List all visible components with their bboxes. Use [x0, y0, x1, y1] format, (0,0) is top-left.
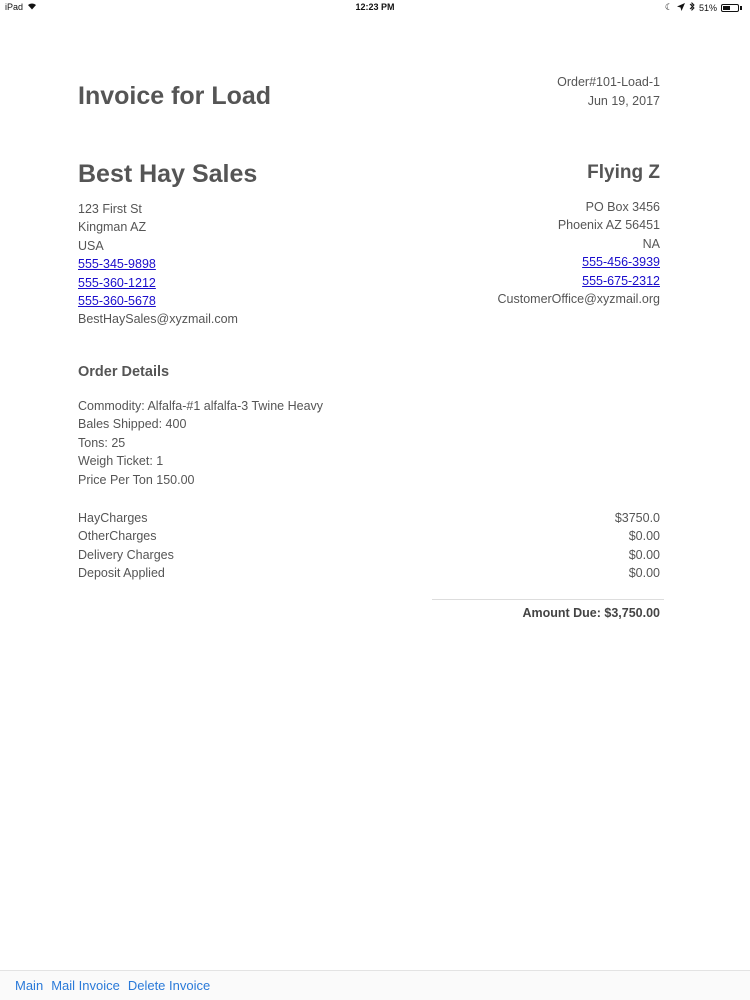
buyer-phone-link[interactable]: 555-456-3939	[582, 255, 660, 270]
seller-phone-link[interactable]: 555-345-9898	[78, 257, 156, 272]
charge-amount: $3750.0	[614, 511, 660, 525]
detail-weigh-ticket: Weigh Ticket: 1	[78, 454, 164, 469]
detail-price-per-ton: Price Per Ton 150.00	[78, 472, 195, 487]
amount-due: Amount Due: $3,750.00	[522, 606, 660, 620]
device-name: iPad	[5, 2, 24, 12]
status-bar	[0, 0, 750, 16]
order-meta	[557, 73, 660, 111]
status-time: 12:23 PM	[355, 2, 395, 12]
seller-email: BestHaySales@xyzmail.com	[78, 312, 238, 327]
charge-amount: $0.00	[628, 547, 660, 562]
buyer-country: NA	[642, 236, 660, 251]
buyer-city: Phoenix AZ 56451	[557, 218, 660, 233]
main-button[interactable]: Main	[15, 978, 44, 993]
seller-country: USA	[78, 238, 104, 253]
status-bar-right	[665, 2, 742, 13]
battery-percent: 51%	[698, 2, 717, 13]
delete-invoice-button[interactable]: Delete Invoice	[127, 978, 211, 993]
detail-bales-shipped: Bales Shipped: 400	[78, 417, 187, 432]
charge-label: Delivery Charges	[78, 547, 174, 562]
charge-label: OtherCharges	[78, 529, 157, 544]
charges-list	[78, 509, 660, 583]
invoice-title: Invoice for Load	[78, 82, 272, 110]
charge-amount: $0.00	[628, 566, 660, 581]
buyer-name: Flying Z	[587, 162, 660, 183]
charge-row	[78, 546, 660, 564]
location-icon	[677, 3, 685, 13]
order-date: Jun 19, 2017	[587, 94, 660, 108]
total-divider	[432, 599, 664, 600]
buyer-address	[498, 198, 661, 308]
buyer-email: CustomerOffice@xyzmail.org	[497, 292, 660, 307]
seller-address	[78, 200, 238, 329]
detail-tons: Tons: 25	[78, 435, 126, 450]
charge-amount: $0.00	[628, 529, 660, 544]
order-number: Order#101-Load-1	[557, 75, 660, 89]
battery-nub	[740, 6, 742, 10]
seller-street: 123 First St	[78, 202, 142, 216]
order-details	[78, 397, 323, 489]
detail-commodity: Commodity: Alfalfa-#1 alfalfa-3 Twine Heavy	[78, 399, 324, 413]
charge-label: Deposit Applied	[78, 566, 165, 581]
charge-label: HayCharges	[78, 511, 148, 525]
charge-row	[78, 509, 660, 527]
buyer-phone-link[interactable]: 555-675-2312	[582, 273, 660, 288]
bottom-toolbar	[0, 970, 750, 1000]
charge-row	[78, 527, 660, 545]
buyer-street: PO Box 3456	[585, 200, 660, 214]
bluetooth-icon	[689, 2, 695, 13]
seller-city: Kingman AZ	[78, 220, 147, 235]
mail-invoice-button[interactable]: Mail Invoice	[51, 978, 120, 993]
seller-phone-link[interactable]: 555-360-5678	[78, 294, 156, 309]
order-details-heading: Order Details	[78, 364, 170, 380]
battery-icon	[721, 4, 739, 12]
battery-level	[723, 6, 730, 10]
charge-row	[78, 564, 660, 582]
moon-icon: ☾	[664, 2, 673, 12]
seller-phone-link[interactable]: 555-360-1212	[78, 275, 156, 290]
seller-name: Best Hay Sales	[78, 160, 258, 188]
